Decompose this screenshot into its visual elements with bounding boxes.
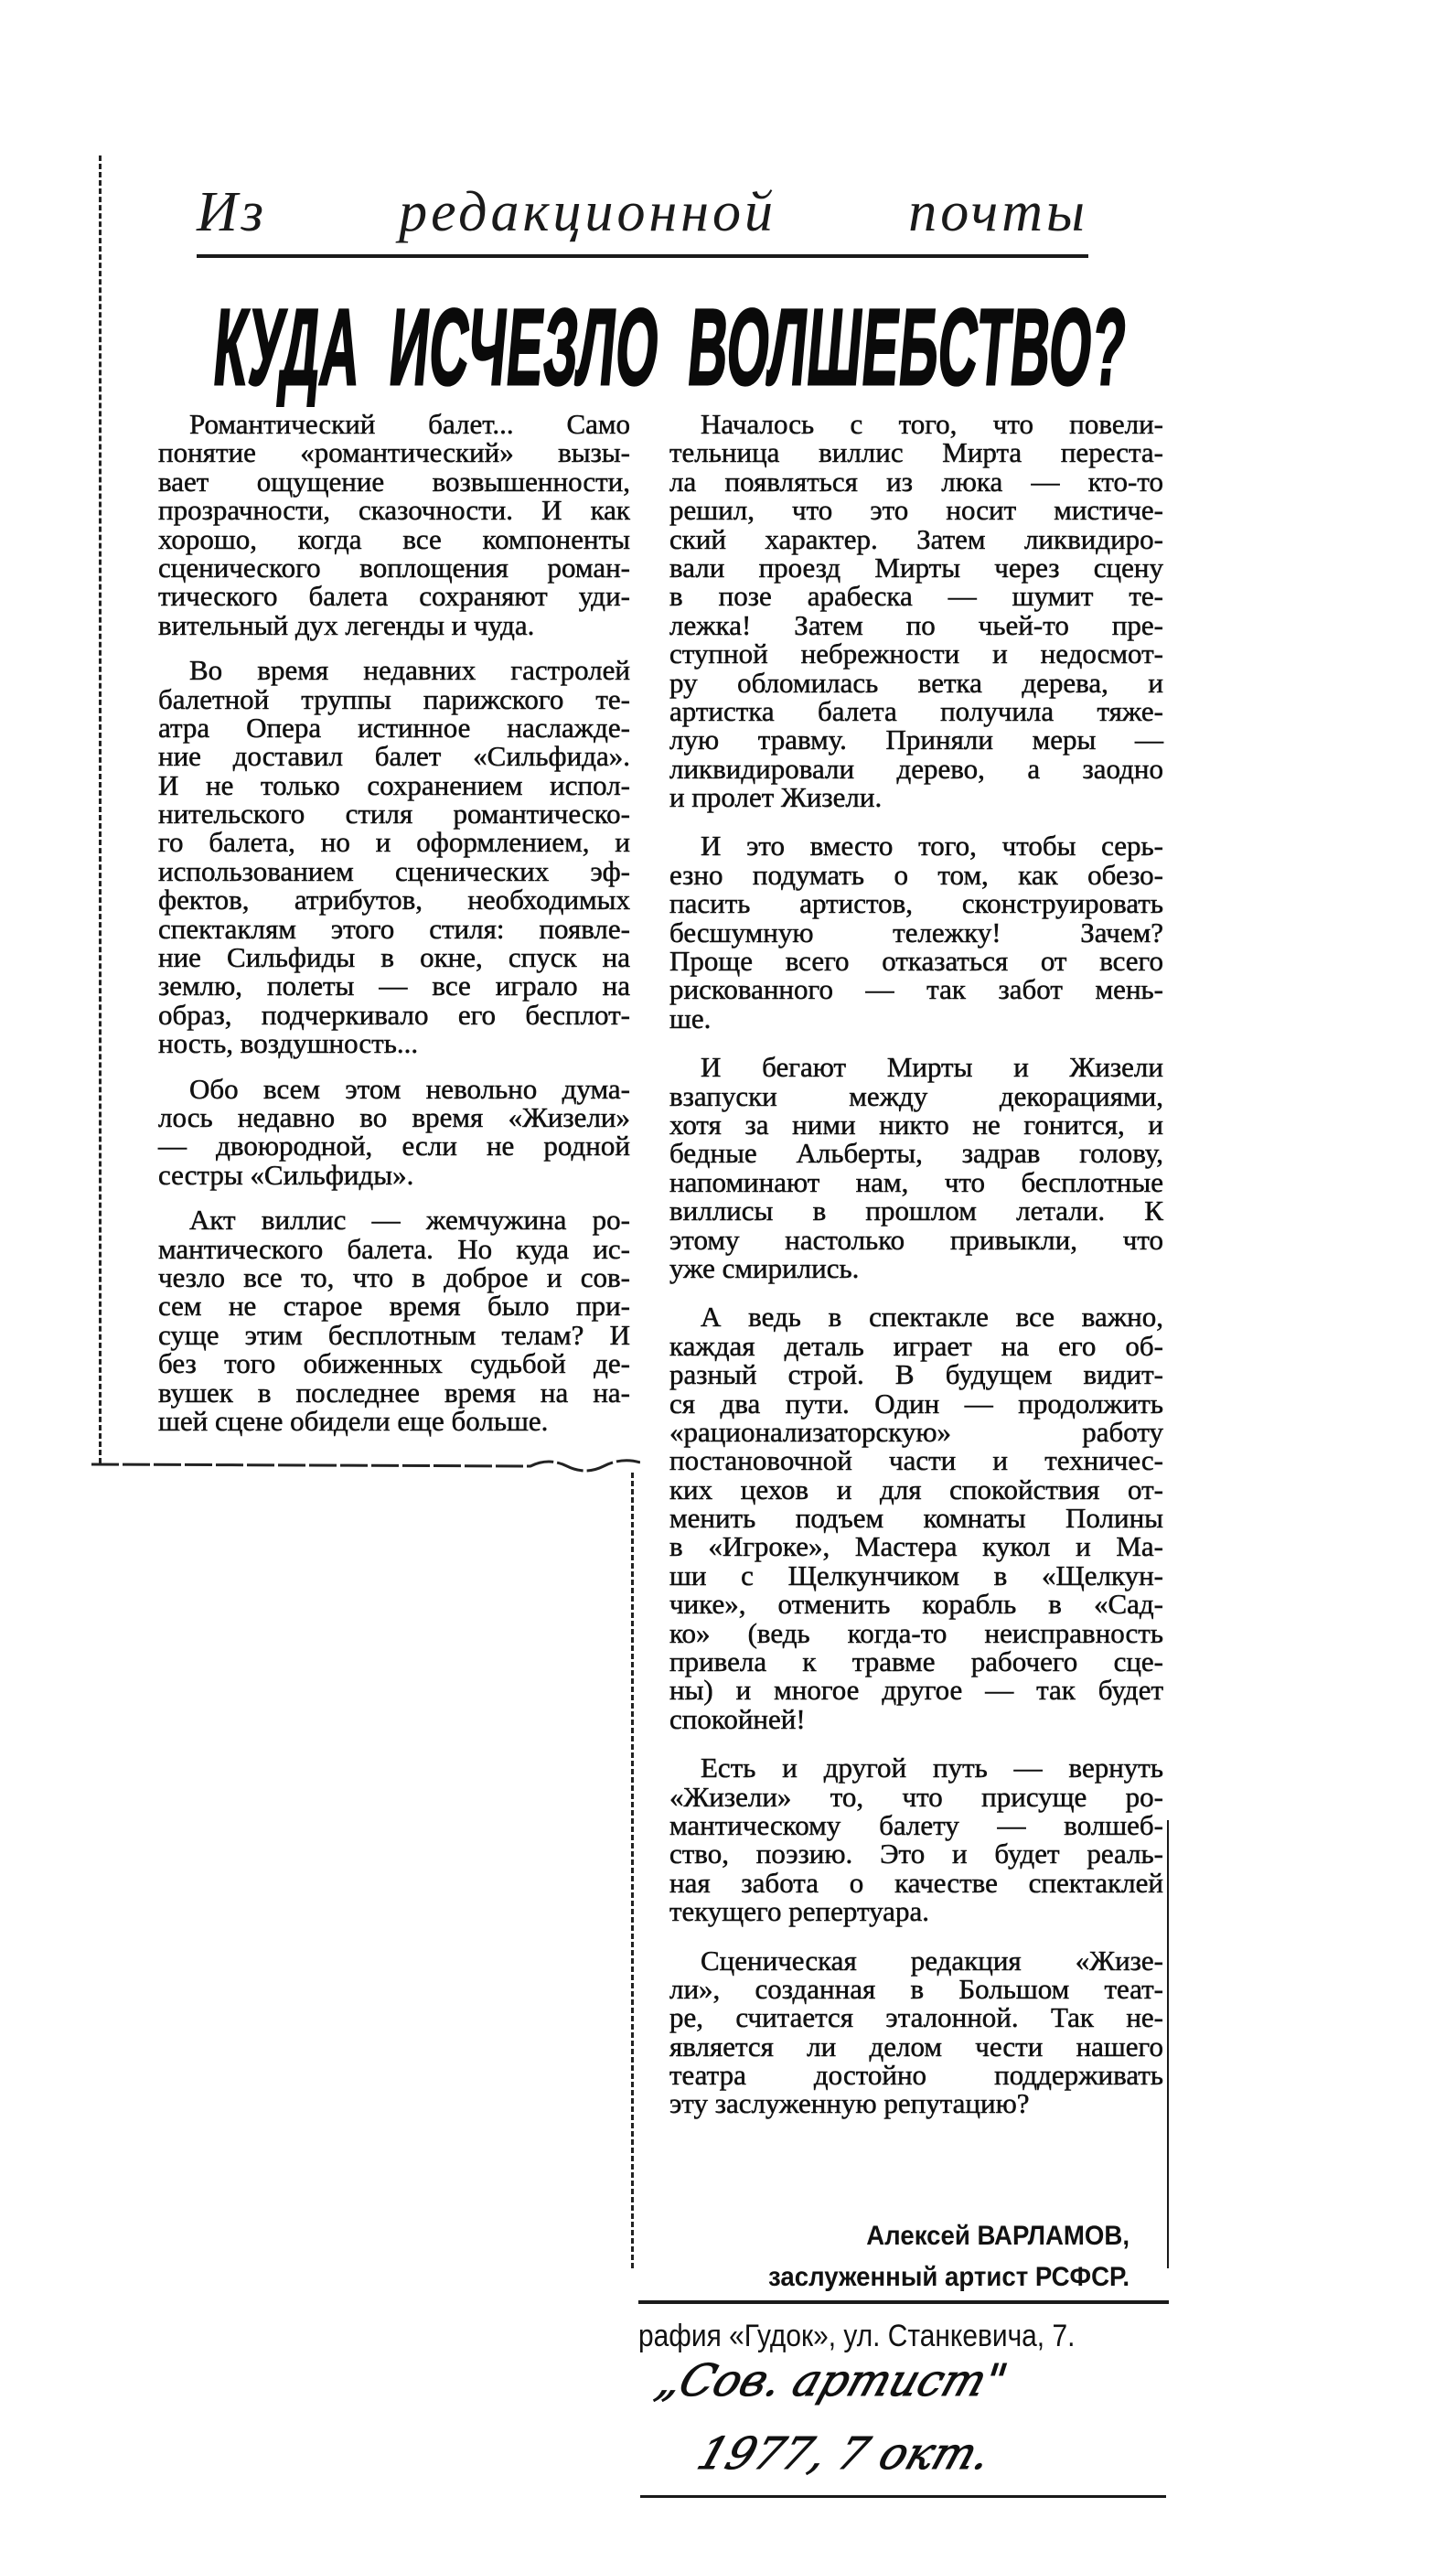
text-line: рискованного — так забот мень- bbox=[669, 973, 1163, 1006]
text-line: решил, что это носит мистиче- bbox=[669, 494, 1163, 527]
right-clipping-edge-lower bbox=[631, 1473, 634, 2268]
text-line: ше. bbox=[669, 1002, 712, 1034]
text-line: этому настолько привыкли, что bbox=[669, 1223, 1163, 1256]
text-line: спектаклям этого стиля: появле- bbox=[158, 912, 630, 945]
left-clipping-edge bbox=[99, 155, 102, 1463]
text-line: чике», отменить корабль в «Сад- bbox=[669, 1588, 1163, 1621]
text-line: и пролет Жизели. bbox=[669, 781, 883, 814]
text-line: ность, воздушность... bbox=[158, 1027, 419, 1060]
text-line: вает ощущение возвышенности, bbox=[158, 465, 630, 498]
text-line: взапуски между декорациями, bbox=[669, 1079, 1163, 1112]
text-line: мантического балета. Но куда ис- bbox=[158, 1232, 630, 1265]
text-line: эту заслуженную репутацию? bbox=[669, 2087, 1030, 2120]
text-line: ру обломилась ветка дерева, и bbox=[669, 666, 1163, 699]
text-line: нительского стиля романтическо- bbox=[158, 798, 630, 830]
text-line: ких цехов и для спокойствия от- bbox=[669, 1473, 1163, 1506]
text-line: Есть и другой путь — вернуть bbox=[701, 1752, 1163, 1784]
rubric-heading: Из редакционной почты bbox=[197, 181, 1088, 243]
text-line: Романтический балет... Само bbox=[189, 408, 630, 440]
text-line: го балета, но и оформлением, и bbox=[158, 826, 630, 859]
text-line: ние Сильфиды в окне, спуск на bbox=[158, 941, 630, 974]
right-column-border bbox=[1167, 1820, 1169, 2268]
text-line: балетной труппы парижского те- bbox=[158, 682, 630, 715]
text-line: сценического воплощения роман- bbox=[158, 551, 630, 584]
text-line: менить подъем комнаты Полины bbox=[669, 1502, 1163, 1535]
text-line: в «Игроке», Мастера кукол и Ма- bbox=[669, 1530, 1163, 1563]
text-line: Началось с того, что повели- bbox=[701, 408, 1163, 440]
text-line: использованием сценических эф- bbox=[158, 854, 630, 887]
article-headline: КУДА ИСЧЕЗЛО ВОЛШЕБСТВО? bbox=[209, 287, 1132, 408]
paragraph bbox=[669, 831, 1163, 1033]
text-line: ко» (ведь когда-то неисправность bbox=[669, 1616, 1163, 1649]
text-line: Во время недавних гастролей bbox=[189, 654, 630, 687]
handwritten-source: „Сов. артист" bbox=[649, 2355, 1014, 2406]
text-line: ла появляться из люка — кто-то bbox=[669, 465, 1163, 498]
text-line: прозрачности, сказочности. И как bbox=[158, 494, 630, 527]
text-line: ны) и многое другое — так будет bbox=[669, 1674, 1163, 1707]
author-name: Алексей ВАРЛАМОВ, bbox=[866, 2221, 1129, 2251]
text-line: ский характер. Затем ликвидиро- bbox=[669, 522, 1163, 555]
text-line: лось недавно во время «Жизели» bbox=[158, 1100, 630, 1133]
text-line: спокойней! bbox=[669, 1702, 806, 1735]
rubric-rule bbox=[197, 254, 1088, 258]
text-line: чезло все то, что в доброе и сов- bbox=[158, 1260, 630, 1293]
handwritten-date: 1977, 7 окт. bbox=[691, 2428, 998, 2480]
text-line: землю, полеты — все играло на bbox=[158, 970, 630, 1002]
text-line: «Жизели» то, что присуще ро- bbox=[669, 1780, 1163, 1813]
text-line: ство, поэзию. Это и будет реаль- bbox=[669, 1838, 1163, 1870]
text-line: текущего репертуара. bbox=[669, 1895, 929, 1928]
text-line: бедные Альберты, задрав голову, bbox=[669, 1137, 1163, 1170]
footer-rule-top bbox=[638, 2300, 1169, 2304]
text-line: А ведь в спектакле все важно, bbox=[701, 1301, 1163, 1334]
text-line: И не только сохранением испол- bbox=[158, 768, 630, 801]
text-line: ли», созданная в Большом теат- bbox=[669, 1972, 1163, 2005]
text-line: ние доставил балет «Сильфида». bbox=[158, 740, 630, 773]
text-line: тельница виллис Мирта переста- bbox=[669, 436, 1163, 469]
left-column bbox=[158, 410, 630, 1452]
text-line: шей сцене обидели еще больше. bbox=[158, 1404, 549, 1437]
text-line: театра достойно поддерживать bbox=[669, 2059, 1163, 2092]
footer-rule-bottom bbox=[640, 2495, 1166, 2498]
text-line: езно подумать о том, как обезо- bbox=[669, 858, 1163, 891]
text-line: артистка балета получила тяже- bbox=[669, 694, 1163, 727]
text-line: бесшумную тележку! Зачем? bbox=[669, 916, 1163, 948]
text-line: лежка! Затем по чьей-то пре- bbox=[669, 608, 1163, 641]
right-column bbox=[669, 410, 1163, 2138]
text-line: разный строй. В будущем видит- bbox=[669, 1358, 1163, 1391]
text-line: ступной небрежности и недосмот- bbox=[669, 638, 1163, 670]
text-line: мантическому балету — волшеб- bbox=[669, 1808, 1163, 1841]
text-line: виллисы в прошлом летали. К bbox=[669, 1195, 1163, 1227]
text-line: Обо всем этом невольно дума- bbox=[189, 1072, 630, 1105]
text-line: ликвидировали дерево, а заодно bbox=[669, 752, 1163, 785]
text-line: фектов, атрибутов, необходимых bbox=[158, 884, 630, 916]
paragraph bbox=[158, 654, 630, 1060]
author-title: заслуженный артист РСФСР. bbox=[768, 2262, 1129, 2292]
paragraph bbox=[158, 1072, 630, 1191]
text-line: сестры «Сильфиды». bbox=[158, 1158, 414, 1191]
text-line: напоминают нам, что бесплотные bbox=[669, 1165, 1163, 1198]
text-line: каждая деталь играет на его об- bbox=[669, 1329, 1163, 1362]
text-line: ная забота о качестве спектаклей bbox=[669, 1866, 1163, 1899]
text-line: без того обиженных судьбой де- bbox=[158, 1347, 630, 1380]
text-line: — двоюродной, если не родной bbox=[158, 1130, 630, 1163]
text-line: хорошо, когда все компоненты bbox=[158, 522, 630, 555]
text-line: суще этим бесплотным телам? И bbox=[158, 1318, 630, 1351]
text-line: И это вместо того, чтобы серь- bbox=[701, 830, 1163, 863]
text-line: вительный дух легенды и чуда. bbox=[158, 608, 535, 641]
text-line: является ли делом чести нашего bbox=[669, 2030, 1163, 2063]
text-line: тического балета сохраняют уди- bbox=[158, 580, 630, 613]
text-line: атра Опера истинное наслажде- bbox=[158, 711, 630, 744]
text-line: Акт виллис — жемчужина ро- bbox=[189, 1204, 630, 1237]
paragraph bbox=[669, 1752, 1163, 1928]
text-line: «рационализаторскую» работу bbox=[669, 1415, 1163, 1448]
imprint-line: рафия «Гудок», ул. Станкевича, 7. bbox=[638, 2319, 1076, 2353]
paragraph bbox=[158, 410, 630, 639]
paragraph bbox=[669, 408, 1163, 814]
text-line: ши с Щелкунчиком в «Щелкун- bbox=[669, 1559, 1163, 1591]
text-line: вушек в последнее время на на- bbox=[158, 1376, 630, 1409]
paragraph bbox=[669, 1053, 1163, 1282]
text-line: лую травму. Приняли меры — bbox=[669, 723, 1163, 756]
text-line: привела к травме рабочего сце- bbox=[669, 1645, 1163, 1678]
text-line: Сценическая редакция «Жизе- bbox=[701, 1944, 1163, 1977]
text-line: хотя за ними никто не гонится, и bbox=[669, 1108, 1163, 1141]
text-line: сем не старое время было при- bbox=[158, 1290, 630, 1323]
text-line: Проще всего отказаться от всего bbox=[669, 945, 1163, 978]
text-line: постановочной части и техничес- bbox=[669, 1444, 1163, 1477]
text-line: пасить артистов, сконструировать bbox=[669, 887, 1163, 920]
text-line: ре, считается эталонной. Так не- bbox=[669, 2001, 1163, 2034]
text-line: уже смирились. bbox=[669, 1251, 860, 1284]
paragraph bbox=[669, 1302, 1163, 1733]
text-line: в позе арабеска — шумит те- bbox=[669, 580, 1163, 613]
paragraph bbox=[158, 1205, 630, 1435]
text-line: понятие «романтический» вызы- bbox=[158, 436, 630, 469]
text-line: И бегают Мирты и Жизели bbox=[701, 1051, 1163, 1084]
paragraph bbox=[669, 1946, 1163, 2118]
clipping-cut-edge bbox=[91, 1450, 640, 1486]
text-line: ся два пути. Один — продолжить bbox=[669, 1387, 1163, 1420]
text-line: вали проезд Мирты через сцену bbox=[669, 551, 1163, 584]
text-line: образ, подчеркивало его бесплот- bbox=[158, 998, 630, 1031]
